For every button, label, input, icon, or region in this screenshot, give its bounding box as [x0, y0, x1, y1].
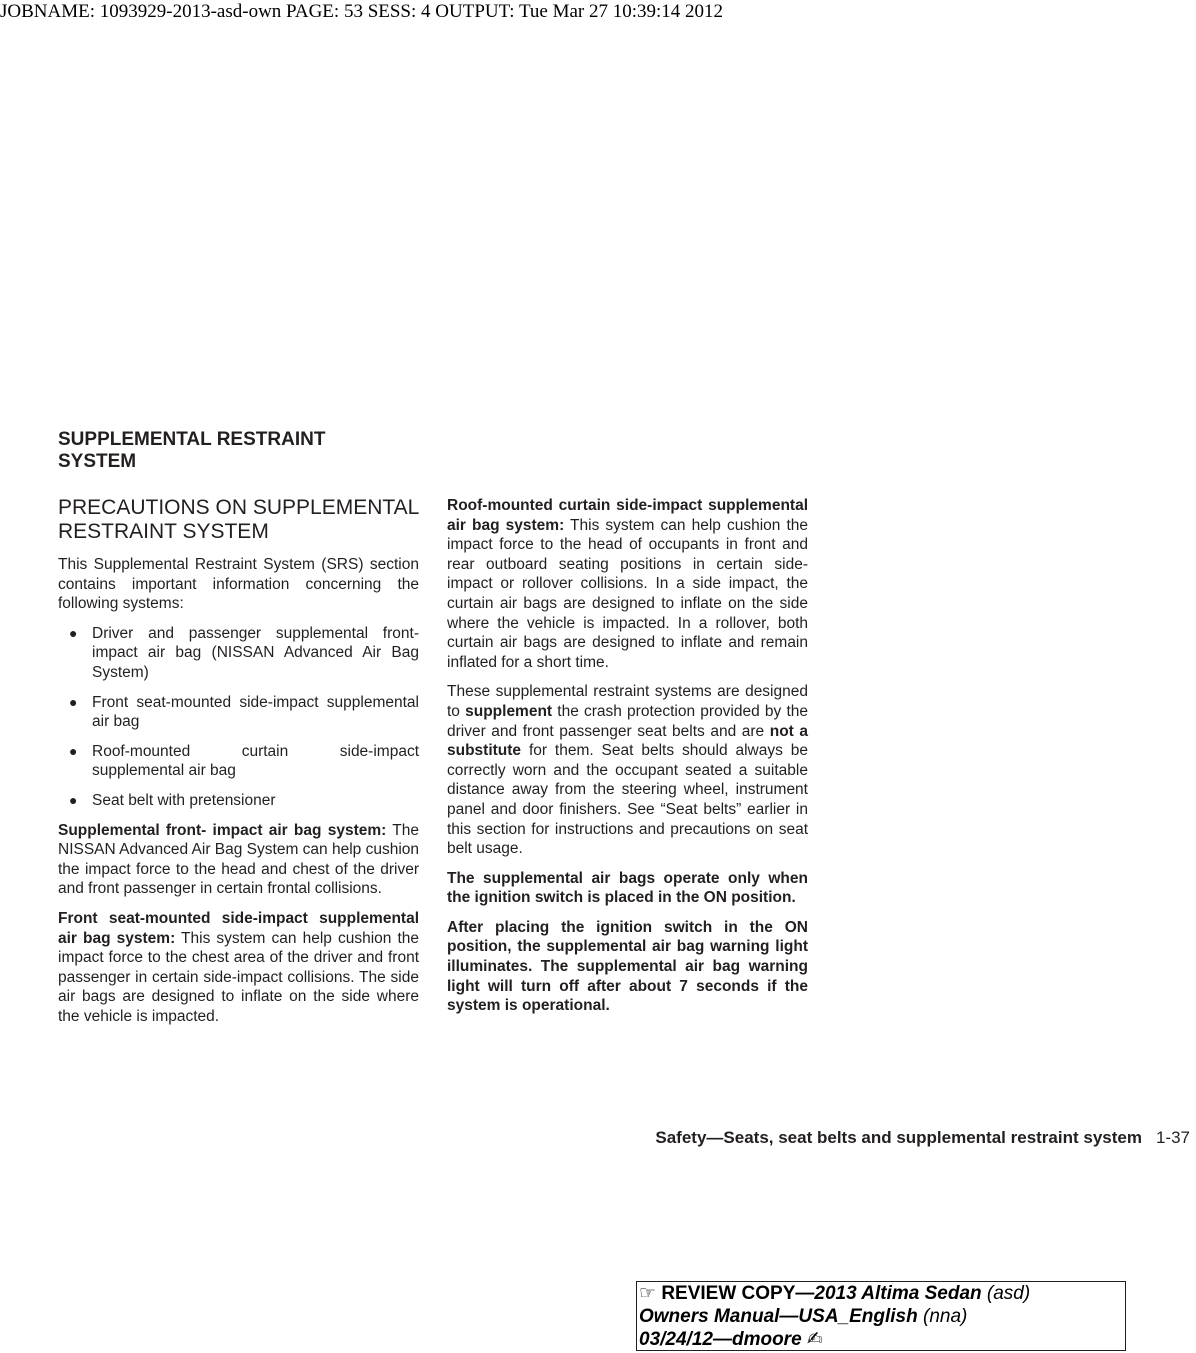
- list-item: ● Driver and passenger supplemental front-impact air bag (NISSAN Advanced Air Bag System): [69, 624, 419, 681]
- supplement-paragraph: These supplemental restraint systems are designed to supplement the crash protection provided by the driver and front passenger seat belts and are not a substitute for them. Seat belts should always be correctly worn and the occupant seated a suitable distance away from the steering wheel, instrument panel and door finishers. See “Seat belts” earlier in this section for instructions and precautions on seat belt usage.: [447, 683, 809, 858]
- list-item: ● Front seat-mounted side-impact supplemental air bag: [69, 693, 419, 731]
- list-item: ● Seat belt with pretensioner: [69, 791, 276, 809]
- review-line-1: ☞ REVIEW COPY—2013 Altima Sedan (asd): [639, 1283, 1031, 1304]
- warning-light-note: After placing the ignition switch in the ON position, the supplemental air bag warning light illuminates. The supplemental air bag warning light will turn off after about 7 seconds if the system is operational.: [447, 918, 808, 1015]
- bullet-icon: ●: [69, 791, 78, 808]
- section-title: SUPPLEMENTAL RESTRAINT SYSTEM: [58, 429, 326, 472]
- right-column: [447, 496, 808, 1026]
- review-copy-box: [636, 1281, 1126, 1351]
- systems-list: [58, 624, 419, 811]
- left-column: [58, 496, 419, 1036]
- bullet-icon: ●: [69, 742, 78, 759]
- side-airbag-label: Front seat-mounted side-impact supplemental air bag system:: [58, 909, 419, 947]
- job-header: JOBNAME: 1093929-2013-asd-own PAGE: 53 SESS: 4 OUTPUT: Tue Mar 27 10:39:14 2012: [0, 1, 724, 22]
- review-line-2: Owners Manual—USA_English (nna): [639, 1306, 968, 1327]
- side-airbag-paragraph: Front seat-mounted side-impact supplemental air bag system: This system can help cushion the impact force to the chest area of the driver and front passenger in certain side-impact collisions. The side air bags are designed to inflate on the side where the vehicle is impacted.: [58, 909, 419, 1025]
- review-line-3: 03/24/12—dmoore ✍: [639, 1329, 823, 1350]
- bullet-icon: ●: [69, 624, 78, 641]
- writing-hand-icon: ✍: [806, 1329, 823, 1350]
- list-item: ● Roof-mounted curtain side-impact supplemental air bag: [69, 742, 419, 780]
- page-number: 1-37: [1155, 1128, 1190, 1147]
- pointing-hand-icon: ☞: [639, 1283, 657, 1304]
- bullet-icon: ●: [69, 693, 78, 710]
- front-airbag-label: Supplemental front- impact air bag system:: [58, 821, 387, 839]
- precautions-heading: PRECAUTIONS ON SUPPLEMENTAL RESTRAINT SYSTEM: [58, 496, 419, 543]
- intro-paragraph: This Supplemental Restraint System (SRS) section contains important information concerning the following systems:: [58, 556, 419, 613]
- chapter-title: Safety—Seats, seat belts and supplemental restraint system: [655, 1128, 1142, 1147]
- front-airbag-paragraph: Supplemental front- impact air bag system: The NISSAN Advanced Air Bag System can help cushion the impact force to the head and chest of the driver and front passenger in certain frontal collisions.: [58, 821, 420, 898]
- curtain-airbag-label: Roof-mounted curtain side-impact supplemental air bag system:: [447, 497, 808, 534]
- page-footer: [655, 1128, 1190, 1148]
- curtain-airbag-paragraph: Roof-mounted curtain side-impact supplemental air bag system: This system can help cushion the impact force to the head of occupants in front and rear outboard seating positions in certain side-impact or rollover collisions. In a side impact, the curtain air bags are designed to inflate on the side where the vehicle is impacted. In a rollover, both curtain air bags are designed to inflate and remain inflated for a short time.: [447, 497, 808, 671]
- ignition-note: The supplemental air bags operate only when the ignition switch is placed in the ON position.: [447, 869, 808, 907]
